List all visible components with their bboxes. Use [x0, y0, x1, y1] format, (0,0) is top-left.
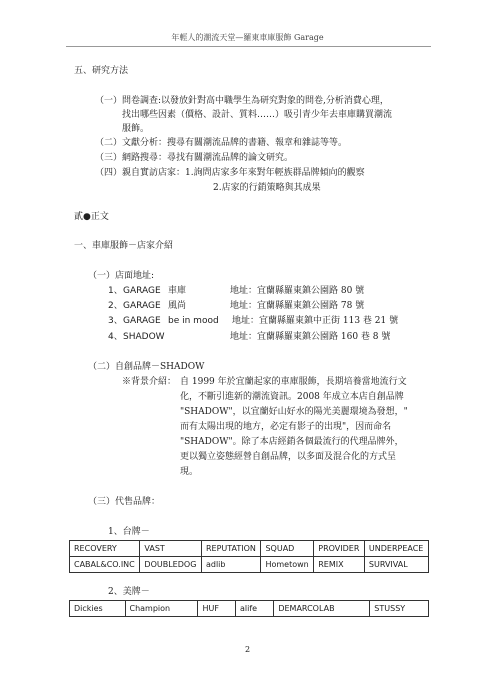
- store-no: 3、: [108, 316, 123, 326]
- taiwan-brands-table: [69, 540, 429, 573]
- agency-heading: （三）代售品牌：: [88, 497, 161, 507]
- brand-cell: alife: [235, 601, 273, 617]
- brand-cell: HUF: [198, 601, 235, 617]
- method-4-line2: 2.店家的行銷策略與其成果: [213, 183, 321, 193]
- store-name: GARAGE: [123, 286, 161, 296]
- store-no: 4、: [108, 332, 123, 342]
- brand-cell: DOUBLEDOG: [140, 557, 202, 573]
- store-branch: 風尚: [168, 301, 187, 311]
- background-line: 自 1999 年於宜蘭起家的車庫服飾，長期培養當地流行文: [180, 377, 407, 387]
- store-branch: be in mood: [168, 316, 219, 326]
- brand-cell: RECOVERY: [70, 541, 140, 557]
- store-address: 地址：宜蘭縣羅東鎮中正街 113 巷 21 號: [232, 316, 399, 326]
- us-brands-table: [69, 600, 429, 617]
- brand-cell: STUSSY: [370, 601, 429, 617]
- table-row: [70, 601, 429, 617]
- brand-cell: SURVIVAL: [364, 557, 428, 573]
- brand-cell: PROVIDER: [314, 541, 365, 557]
- store-no: 1、: [108, 286, 123, 296]
- store-name: SHADOW: [123, 332, 165, 342]
- section1-heading: 一、車庫服飾－店家介紹: [74, 241, 174, 251]
- brand-cell: VAST: [140, 541, 202, 557]
- brand-cell: CABAL&CO.INC: [70, 557, 140, 573]
- background-line: 更以獨立姿態經營自創品牌，以多面及混合化的方式呈: [180, 452, 397, 462]
- brand-cell: SQUAD: [261, 541, 314, 557]
- background-label: ※背景介紹：: [122, 377, 177, 387]
- background-line: 現。: [180, 467, 199, 477]
- brand-cell: DEMARCOLAB: [274, 601, 370, 617]
- store-name: GARAGE: [123, 301, 161, 311]
- taiwan-brands-label: 1、台牌－: [108, 527, 150, 537]
- background-line: 而有太陽出現的地方，必定有影子的出現"，因而命名: [180, 422, 392, 432]
- background-line: "SHADOW"。除了本店經銷各個最流行的代理品牌外，: [180, 437, 404, 447]
- page-header: 年輕人的潮流天堂—羅東車庫服飾 Garage: [171, 33, 324, 42]
- store-address: 地址：宜蘭縣羅東鎮公園路 160 巷 8 號: [230, 332, 391, 342]
- body-title: 貳●正文: [74, 212, 109, 222]
- brand-cell: REPUTATION: [201, 541, 261, 557]
- store-no: 2、: [108, 301, 123, 311]
- brand-cell: Dickies: [70, 601, 126, 617]
- method-3: （三）網路搜尋：尋找有關潮流品牌的論文研究。: [95, 153, 294, 163]
- page-number: 2: [244, 645, 251, 654]
- brand-cell: Hometown: [261, 557, 314, 573]
- method-2: （二）文獻分析：搜尋有關潮流品牌的書籍、報章和雜誌等等。: [95, 138, 348, 148]
- table-row: [70, 557, 429, 573]
- brand-cell: adlib: [201, 557, 261, 573]
- brand-cell: REMIX: [314, 557, 365, 573]
- section5-heading: 五、研究方法: [74, 66, 129, 76]
- store-address: 地址：宜蘭縣羅東鎮公園路 80 號: [230, 286, 365, 296]
- header-rule: [66, 46, 431, 47]
- method-1-line1: （一）問卷調查:以發放針對高中職學生為研究對象的問卷,分析消費心理，: [95, 96, 389, 106]
- us-brands-label: 2、美牌－: [108, 587, 150, 597]
- brand-cell: Champion: [125, 601, 198, 617]
- brand-heading: （二）自創品牌－SHADOW: [88, 362, 205, 372]
- address-heading: （一）店面地址:: [88, 271, 155, 281]
- method-1-line2: 找出哪些因素（價格、設計、質料……）吸引青少年去車庫購買潮流: [122, 110, 393, 120]
- store-address: 地址：宜蘭縣羅東鎮公園路 78 號: [230, 301, 365, 311]
- method-4-line1: （四）親自實訪店家：1.詢問店家多年來對年輕族群品牌傾向的觀察: [95, 168, 365, 178]
- store-name: GARAGE: [123, 316, 161, 326]
- brand-cell: UNDERPEACE: [364, 541, 428, 557]
- table-row: [70, 541, 429, 557]
- method-1-line3: 服飾。: [122, 124, 150, 134]
- background-line: 化，不斷引進新的潮流資訊。2008 年成立本店自創品牌: [180, 392, 404, 402]
- background-line: "SHADOW"，以宜蘭好山好水的陽光美麗環境為發想，": [180, 407, 408, 417]
- store-branch: 車庫: [168, 286, 187, 296]
